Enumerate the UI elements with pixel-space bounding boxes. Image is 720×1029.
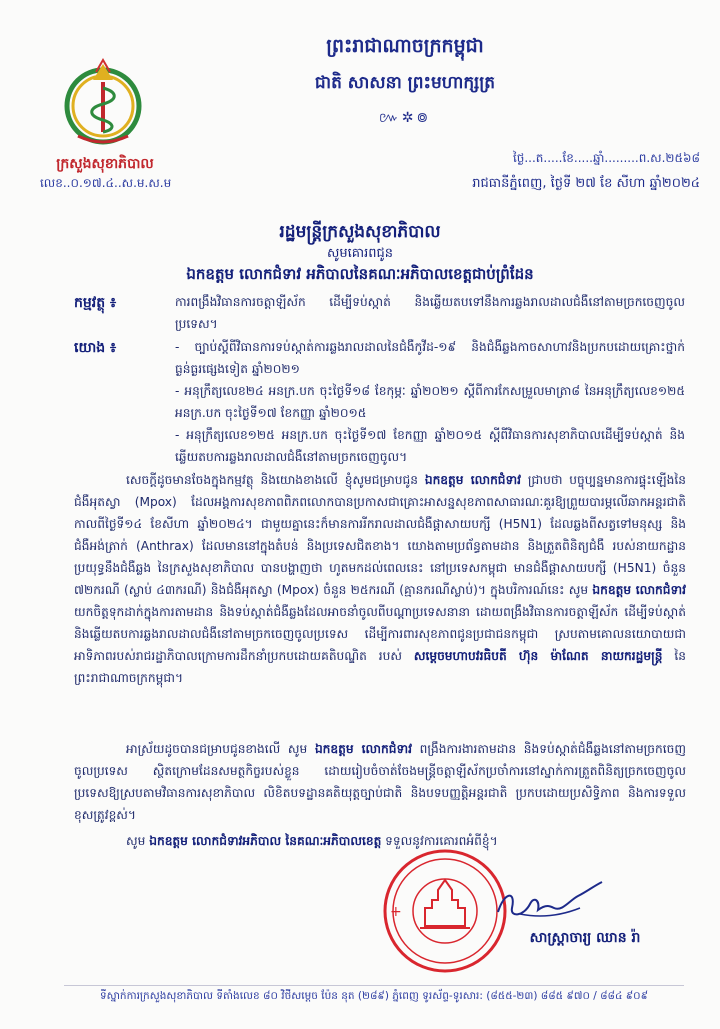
lunar-date: ថ្ងៃ...ត.....ខែ.....ឆ្នាំ.........ព.ស.២៥៦៨	[512, 151, 700, 165]
reference-item: - ច្បាប់ស្តីពីវិធានការទប់ស្កាត់ការឆ្លងរាលដាលនៃជំងឺកូវីដ-១៩ និងជំងឺឆ្លងកាចសាហាវនិងប្រកបដោយគ្រោះថ្នាក់ធ្ងន់ធ្ងរផ្សេងទៀត ឆ្នាំ២០២១	[175, 340, 685, 376]
reference-item: - អនុក្រឹត្យលេខ១២៥ អនក្រ.បក ចុះថ្ងៃទី១៧ ខែកញ្ញា ឆ្នាំ២០១៥ ស្តីពីវិធានការសុខាភិបាលដើម្បីទប់ស្កាត់ និងឆ្លើយតបការឆ្លងរាលដាលជំងឺនៅតាមច្រកចេញចូល។	[175, 428, 685, 464]
honorific: ឯកឧត្តម លោកជំទាវ	[424, 473, 522, 487]
paragraph-text: ជ្រាបថា បច្ចុប្បន្នមានការផ្ទុះឡើងនៃជំងឺអុតស្វា (Mpox) ដែលអង្គការសុខភាពពិភពលោកបានប្រកាសជាគ្រោះអាសន្នសុខភាពសាធារណៈគួរឱ្យព្រួយបារម្ភលើឆាកអន្តរជាតិ កាលពីថ្ងៃទី១៤ ខែសីហា ឆ្នាំ២០២៤។ ជាមួយគ្នានេះក៏មានការរីករាលដាលជំងឺផ្តាសាយបក្សី (H5N1) ដែលឆ្លងពីសត្វទៅមនុស្ស និងជំងឺអង់ត្រាក់ (Anthrax) ដែលមាននៅក្នុងតំបន់ និងប្រទេសជិតខាង។ យោងតាមប្រព័ន្ធតាមដាន និងត្រួតពិនិត្យជំងឺ របស់នាយកដ្ឋានប្រយុទ្ធនឹងជំងឺឆ្លង នៃក្រសួងសុខាភិបាល បានបង្ហាញថា ហូតមកដល់ពេលនេះ នៅប្រទេសកម្ពុជា មានជំងឺផ្តាសាយបក្សី (H5N1) ចំនួន ៧២ករណី (ស្លាប់ ៤៣ករណី) និងជំងឺអុតស្វា (Mpox) ចំនួន ២៥ករណី (គ្មានករណីស្លាប់)។ ក្នុងបរិការណ៍នេះ សូម	[74, 473, 686, 597]
paragraph-text: អាស្រ័យដូចបានជម្រាបជូនខាងលើ សូម	[126, 742, 315, 756]
footer-divider	[64, 985, 684, 986]
letter-number: លេខ..០.១៧.៤..ស.ម.ស.ម	[40, 176, 172, 190]
respect-line: សូមគោរពជូន	[326, 246, 393, 261]
body-paragraph-2	[74, 738, 686, 826]
reference-label: យោង ៖	[74, 340, 117, 356]
reference-item: - អនុក្រឹត្យលេខ២៤ អនក្រ.បក ចុះថ្ងៃទី១៨ ខែកុម្ភៈ ឆ្នាំ២០២១ ស្តីពីការកែសម្រួលមាត្រា៨ នៃអនុក្រឹត្យលេខ១២៥ អនក្រ.បក ចុះថ្ងៃទី១៧ ខែកញ្ញា ឆ្នាំ២០១៥	[175, 384, 685, 420]
paragraph-text: នៃព្រះរាជាណាចក្រកម្ពុជា។	[74, 649, 686, 685]
honorific: ឯកឧត្តម លោកជំទាវ	[314, 742, 412, 756]
ministry-logo-icon	[58, 58, 148, 148]
kingdom-heading: ព្រះរាជាណាចក្រកម្ពុជា	[326, 35, 484, 57]
svg-text:+: +	[390, 904, 402, 920]
signature-icon	[490, 878, 610, 928]
ministry-name: ក្រសួងសុខាភិបាល	[56, 156, 154, 172]
paragraph-text: យកចិត្តទុកដាក់ក្នុងការតាមដាន និងទប់ស្កាត់ជំងឺឆ្លងដែលអាចនាំចូលពីបណ្តាប្រទេសនានា ដោយពង្រឹងវិធានការចត្តាឡីស័ក ដើម្បីទប់ស្កាត់ និងឆ្លើយតបការឆ្លងរាលដាលជំងឺនៅតាមច្រកចេញចូលប្រទេស ដើម្បីការពារសុខភាពជូនប្រជាជនកម្ពុជា ស្របតាមគោលនយោបាយជាអាទិភាពរបស់រាជរដ្ឋាភិបាលក្រោមការដឹកនាំប្រកបដោយគតិបណ្ឌិត របស់	[74, 605, 686, 663]
sender-title: រដ្ឋមន្ត្រីក្រសួងសុខាភិបាល	[279, 222, 441, 242]
footer-address: ទីស្នាក់ការក្រសួងសុខាភិបាល ទីតាំងលេខ ៨០ វិថីសម្តេច ប៉ែន នុត (២៨៩) ភ្នំពេញ ទូរស័ព្ទ-ទូរសារ: (៨៥៥-២៣) ៨៨៥ ៩៧០ / ៨៨៤ ៩០៩	[99, 990, 649, 1002]
subject-text: ការពង្រឹងវិធានការចត្តាឡីស័ក ដើម្បីទប់ស្កាត់ និងឆ្លើយតបទៅនឹងការឆ្លងរាលដាលជំងឺនៅតាមច្រកចេញចូលប្រទេស។	[175, 295, 685, 331]
prime-minister-name: សម្តេចមហាបវរធិបតី ហ៊ុន ម៉ាណែត នាយករដ្ឋមន្ត្រី	[413, 649, 663, 663]
paragraph-text: សូម	[126, 834, 150, 848]
recipient-title: ឯកឧត្តម លោកជំទាវ អភិបាលនៃគណៈអភិបាលខេត្តជាប់ព្រំដែន	[186, 265, 534, 283]
body-paragraph-1	[74, 469, 686, 689]
paragraph-text: ពង្រឹងការងារតាមដាន និងទប់ស្កាត់ជំងឺឆ្លងនៅតាមច្រកចេញចូលប្រទេស ស្ថិតក្រោមដែនសមត្ថកិច្ចរបស់ខ្លួន ដោយរៀបចំចាត់ចែងមន្ត្រីចត្តាឡីស័កប្រចាំការនៅស្នាក់ការត្រួតពិនិត្យច្រកចេញចូលប្រទេសឱ្យស្របតាមវិធានការសុខាភិបាល លិខិតបទដ្ឋានគតិយុត្តច្បាប់ជាតិ និងបទបញ្ញត្តិអន្តរជាតិ ប្រកបដោយប្រសិទ្ធិភាព និងការទទួលខុសត្រូវខ្ពស់។	[74, 742, 686, 822]
paragraph-text: សេចក្តីដូចមានចែងក្នុងកម្មវត្ថុ និងយោងខាងលើ ខ្ញុំសូមជម្រាបជូន	[126, 473, 425, 487]
ornament-divider: ៚✲៙	[378, 110, 432, 126]
honorific: ឯកឧត្តម លោកជំទាវអភិបាល នៃគណៈអភិបាលខេត្ត	[149, 834, 382, 848]
signatory-name: សាស្ត្រាចារ្យ ឈាន រ៉ា	[529, 930, 641, 946]
paragraph-text: ទទួលនូវការគោរពអំពីខ្ញុំ។	[381, 834, 498, 848]
solar-date: រាជធានីភ្នំពេញ, ថ្ងៃទី ២៧ ខែ សីហា ឆ្នាំ២០២៤	[472, 176, 700, 191]
national-motto: ជាតិ សាសនា ព្រះមហាក្សត្រ	[314, 73, 496, 93]
honorific: ឯកឧត្តម លោកជំទាវ	[592, 583, 686, 597]
subject-label: កម្មវត្ថុ ៖	[74, 295, 117, 311]
